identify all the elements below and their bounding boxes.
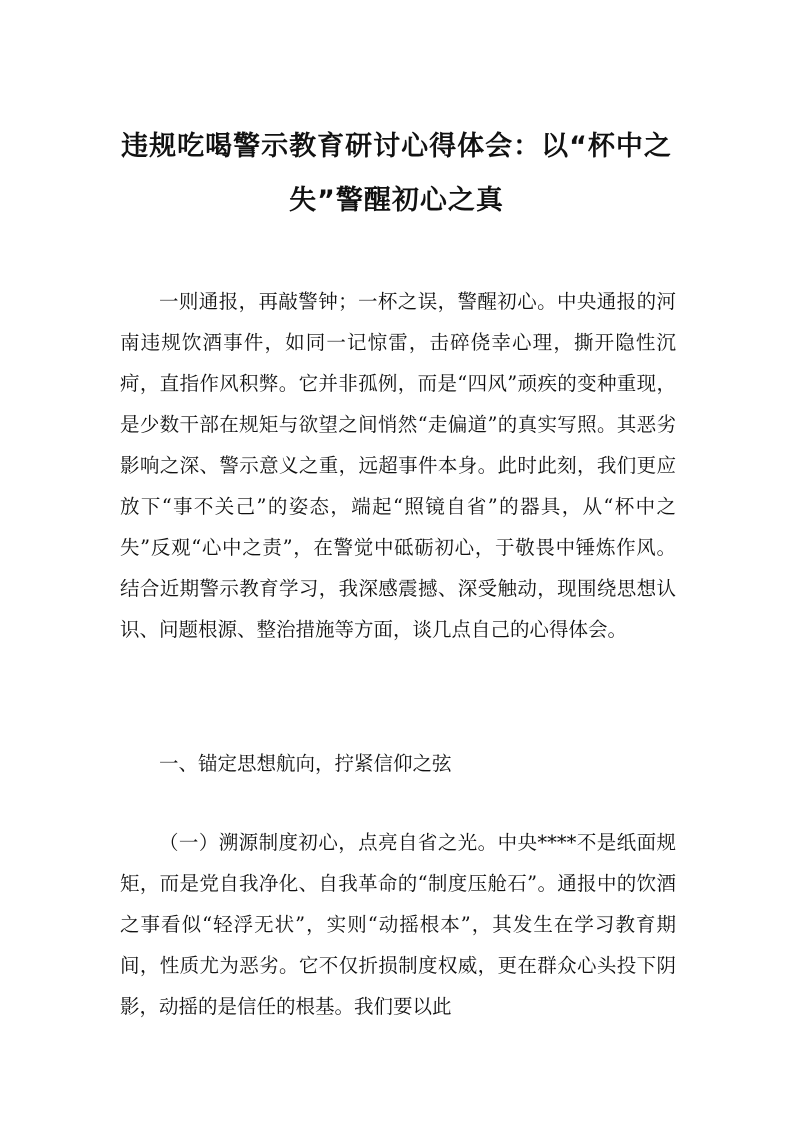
subsection-paragraph: （一）溯源制度初心，点亮自省之光。中央****不是纸面规矩，而是党自我净化、自我革命的“制度压舱石”。通报中的饮酒之事看似“轻浮无状”，实则“动摇根本”，其发生在学习教育期间，性质尤为恶劣。它不仅折损制度权威，更在群众心头投下阴影，动摇的是信任的根基。我们要以此 [120, 831, 676, 1018]
section-heading: 一、锚定思想航向，拧紧信仰之弦 [159, 752, 452, 775]
intro-paragraph: 一则通报，再敲警钟；一杯之误，警醒初心。中央通报的河南违规饮酒事件，如同一记惊雷，击碎侥幸心理，撕开隐性沉疴，直指作风积弊。它并非孤例，而是“四风”顽疾的变种重现，是少数干部在规矩与欲望之间悄然“走偏道”的真实写照。其恶劣影响之深、警示意义之重，远超事件本身。此时此刻，我们更应放下“事不关己”的姿态，端起“照镜自省”的器具，从“杯中之失”反观“心中之责”，在警觉中砥砺初心，于敬畏中锤炼作风。结合近期警示教育学习，我深感震撼、深受触动，现围绕思想认识、问题根源、整治措施等方面，谈几点自己的心得体会。 [120, 290, 676, 641]
document-title: 违规吃喝警示教育研讨心得体会：以“杯中之失”警醒初心之真 [121, 131, 672, 216]
